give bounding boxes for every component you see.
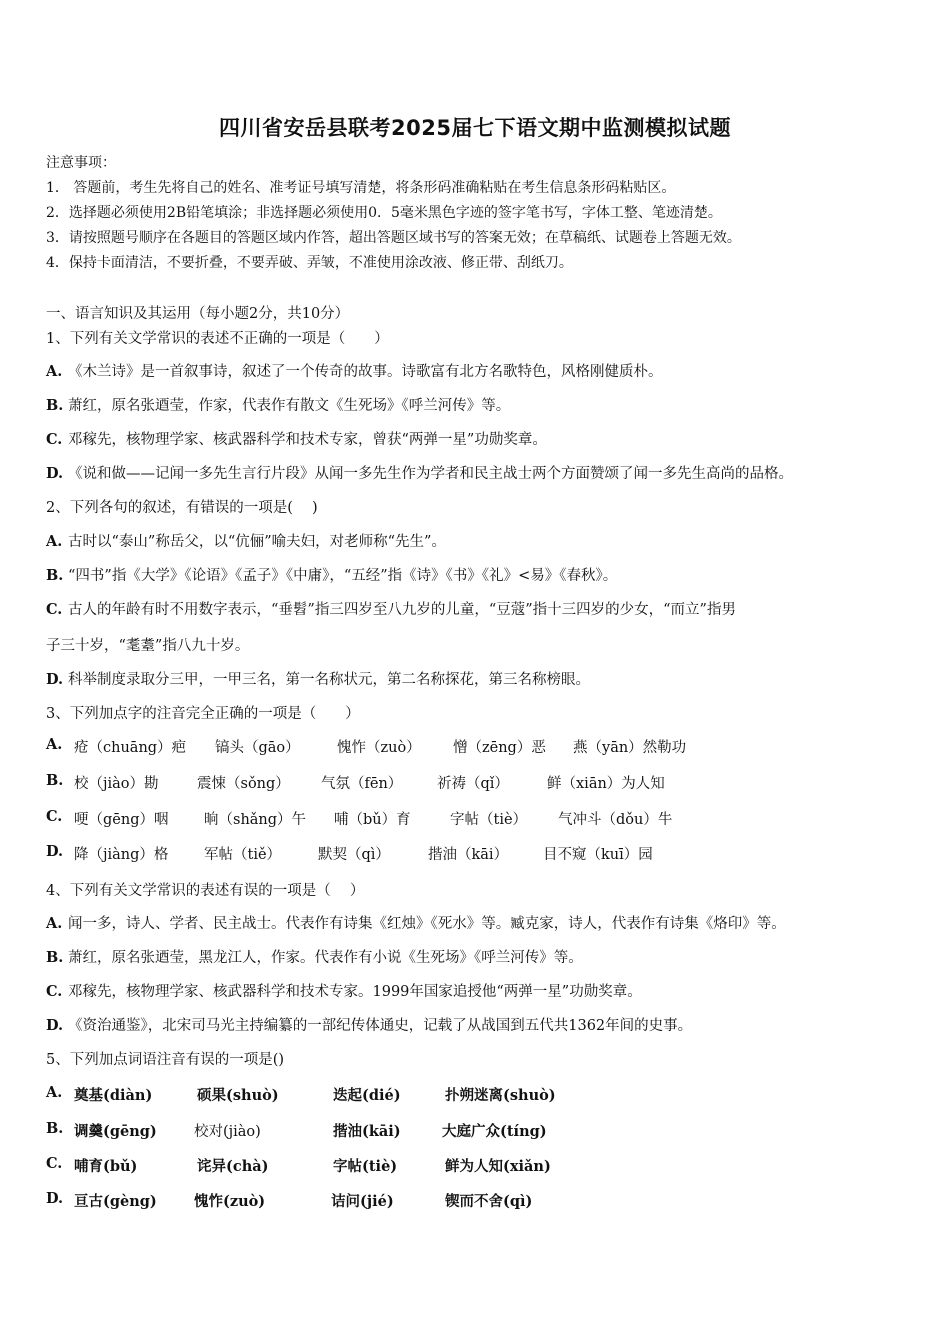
- pinyin-item: 硕果(shuò): [197, 1087, 279, 1104]
- pinyin-item: 气冲斗（dǒu）牛: [558, 812, 673, 828]
- option-label: A.: [46, 363, 63, 380]
- pinyin-item: 迭起(dié): [333, 1087, 401, 1104]
- option-label: B.: [46, 949, 64, 966]
- question-stem: 2、下列各句的叙述，有错误的一项是( ): [46, 500, 318, 516]
- option-label: D.: [46, 843, 64, 860]
- option-label: A.: [46, 736, 63, 753]
- pinyin-item: 字帖（tiè）: [450, 812, 528, 828]
- pinyin-item: 校对(jiào): [194, 1124, 261, 1140]
- option: [46, 668, 590, 689]
- option-text: 子三十岁，“耄耋”指八九十岁。: [46, 638, 250, 654]
- option-label: D.: [46, 465, 64, 482]
- pinyin-item: 气氛（fēn）: [321, 776, 403, 792]
- pinyin-item: 降（jiàng）格: [74, 847, 169, 863]
- pinyin-item: 扑朔迷离(shuò): [445, 1087, 556, 1104]
- option-label: B.: [46, 1120, 64, 1137]
- pinyin-item: 愧怍（zuò）: [337, 740, 421, 756]
- option-label: D.: [46, 1190, 64, 1207]
- pinyin-item: 祈祷（qǐ）: [437, 776, 509, 792]
- option-label: A.: [46, 1084, 63, 1101]
- option-text: 邓稼先，核物理学家、核武器科学和技术专家。1999年国家追授他“两弹一星”功勋奖章。: [68, 984, 642, 1000]
- option-text: 闻一多，诗人、学者、民主战士。代表作有诗集《红烛》《死水》等。臧克家，诗人，代表作有诗集《烙印》等。: [68, 916, 786, 932]
- pinyin-item: 大庭广众(tíng): [442, 1123, 547, 1140]
- pinyin-item: 锲而不舍(qì): [445, 1193, 533, 1210]
- option-label: C.: [46, 601, 63, 618]
- option-label: C.: [46, 983, 63, 1000]
- option-text: 科举制度录取分三甲，一甲三名，第一名称状元，第二名称探花，第三名称榜眼。: [68, 672, 590, 688]
- option: [46, 912, 786, 933]
- option: [46, 428, 547, 449]
- notice-item: 4．保持卡面清洁，不要折叠，不要弄破、弄皱，不准使用涂改液、修正带、刮纸刀。: [46, 255, 573, 271]
- pinyin-item: 军帖（tiě）: [204, 847, 282, 863]
- option: [46, 462, 793, 483]
- pinyin-item: 调羹(gēng): [74, 1123, 157, 1140]
- option: [46, 980, 642, 1001]
- option-label: D.: [46, 671, 64, 688]
- pinyin-item: 字帖(tiè): [333, 1158, 398, 1175]
- option-label: A.: [46, 533, 63, 550]
- pinyin-item: 诧异(chà): [197, 1158, 269, 1175]
- option-label: C.: [46, 431, 63, 448]
- pinyin-item: 愧怍(zuò): [194, 1193, 266, 1210]
- pinyin-item: 哺育(bǔ): [74, 1158, 138, 1175]
- pinyin-item: 燕（yān）然勒功: [573, 740, 687, 756]
- question-stem: 1、下列有关文学常识的表述不正确的一项是（ ）: [46, 331, 389, 347]
- page-title: 四川省安岳县联考2025届七下语文期中监测模拟试题: [219, 116, 731, 140]
- option: [46, 564, 617, 585]
- option-text: 古人的年龄有时不用数字表示，“垂髫”指三四岁至八九岁的儿童，“豆蔻”指十三四岁的少女，“而立”指男: [68, 602, 736, 618]
- pinyin-item: 晌（shǎng）午: [204, 812, 307, 828]
- pinyin-item: 揩油（kāi）: [428, 847, 509, 863]
- pinyin-item: 鲜（xiān）为人知: [547, 776, 665, 792]
- pinyin-item: 镐头（gāo）: [215, 740, 300, 756]
- option: [46, 360, 663, 381]
- option: [46, 598, 736, 619]
- option-text: 萧红，原名张逎莹，作家，代表作有散文《生死场》《呼兰河传》等。: [68, 398, 511, 414]
- pinyin-item: 目不窥（kuī）园: [543, 847, 653, 863]
- option: [46, 946, 583, 967]
- option-label: B.: [46, 397, 64, 414]
- option: [46, 530, 446, 551]
- notice-item: 2．选择题必须使用2B铅笔填涂；非选择题必须使用0．5毫米黑色字迹的签字笔书写，字体工整、笔迹清楚。: [46, 205, 722, 221]
- option-text: 古时以“泰山”称岳父，以“伉俪”喻夫妇，对老师称“先生”。: [68, 534, 446, 550]
- pinyin-item: 诘问(jié): [331, 1193, 394, 1210]
- option-text: 《说和做——记闻一多先生言行片段》从闻一多先生作为学者和民主战士两个方面赞颂了闻一多先生高尚的品格。: [68, 466, 793, 482]
- option-text: 邓稼先，核物理学家、核武器科学和技术专家，曾获“两弹一星”功勋奖章。: [68, 432, 547, 448]
- pinyin-item: 哺（bǔ）育: [334, 812, 411, 828]
- option: [46, 394, 510, 415]
- option-label: D.: [46, 1017, 64, 1034]
- pinyin-item: 奠基(diàn): [74, 1087, 153, 1104]
- option-label: B.: [46, 772, 64, 789]
- notice-heading: 注意事项：: [46, 155, 116, 171]
- pinyin-item: 揩油(kāi): [333, 1123, 401, 1140]
- question-stem: 3、下列加点字的注音完全正确的一项是（ ）: [46, 706, 360, 722]
- notice-item: 3．请按照题号顺序在各题目的答题区域内作答，超出答题区域书写的答案无效；在草稿纸、试题卷上答题无效。: [46, 230, 741, 246]
- pinyin-item: 疮（chuāng）疤: [74, 740, 187, 756]
- pinyin-item: 哽（gēng）咽: [74, 812, 169, 828]
- option-label: C.: [46, 1155, 63, 1172]
- section-heading: 一、语言知识及其运用（每小题2分，共10分）: [46, 306, 350, 322]
- pinyin-item: 憎（zēng）恶: [453, 740, 546, 756]
- option-label: C.: [46, 808, 63, 825]
- option: [46, 1014, 692, 1035]
- option-label: B.: [46, 567, 64, 584]
- option-text: 萧红，原名张迺莹，黑龙江人，作家。代表作有小说《生死场》《呼兰河传》等。: [68, 950, 583, 966]
- pinyin-item: 鲜为人知(xiǎn): [445, 1158, 551, 1175]
- option-continuation: [46, 634, 249, 655]
- question-stem: 4、下列有关文学常识的表述有误的一项是（ ）: [46, 883, 365, 899]
- pinyin-item: 默契（qì）: [318, 847, 390, 863]
- pinyin-item: 亘古(gèng): [74, 1193, 157, 1210]
- option-label: A.: [46, 915, 63, 932]
- option-text: 《资治通鉴》，北宋司马光主持编纂的一部纪传体通史，记载了从战国到五代共1362年间的史事。: [68, 1018, 693, 1034]
- question-stem: 5、下列加点词语注音有误的一项是(): [46, 1052, 285, 1068]
- pinyin-item: 震悚（sǒng）: [197, 776, 290, 792]
- option-text: 《木兰诗》是一首叙事诗，叙述了一个传奇的故事。诗歌富有北方名歌特色，风格刚健质朴。: [68, 364, 663, 380]
- notice-item: 1． 答题前，考生先将自己的姓名、准考证号填写清楚，将条形码准确粘贴在考生信息条形码粘贴区。: [46, 180, 676, 196]
- option-text: “四书”指《大学》《论语》《孟子》《中庸》，“五经”指《诗》《书》《礼》<易》《春秋》。: [68, 568, 618, 584]
- pinyin-item: 校（jiào）勘: [74, 776, 159, 792]
